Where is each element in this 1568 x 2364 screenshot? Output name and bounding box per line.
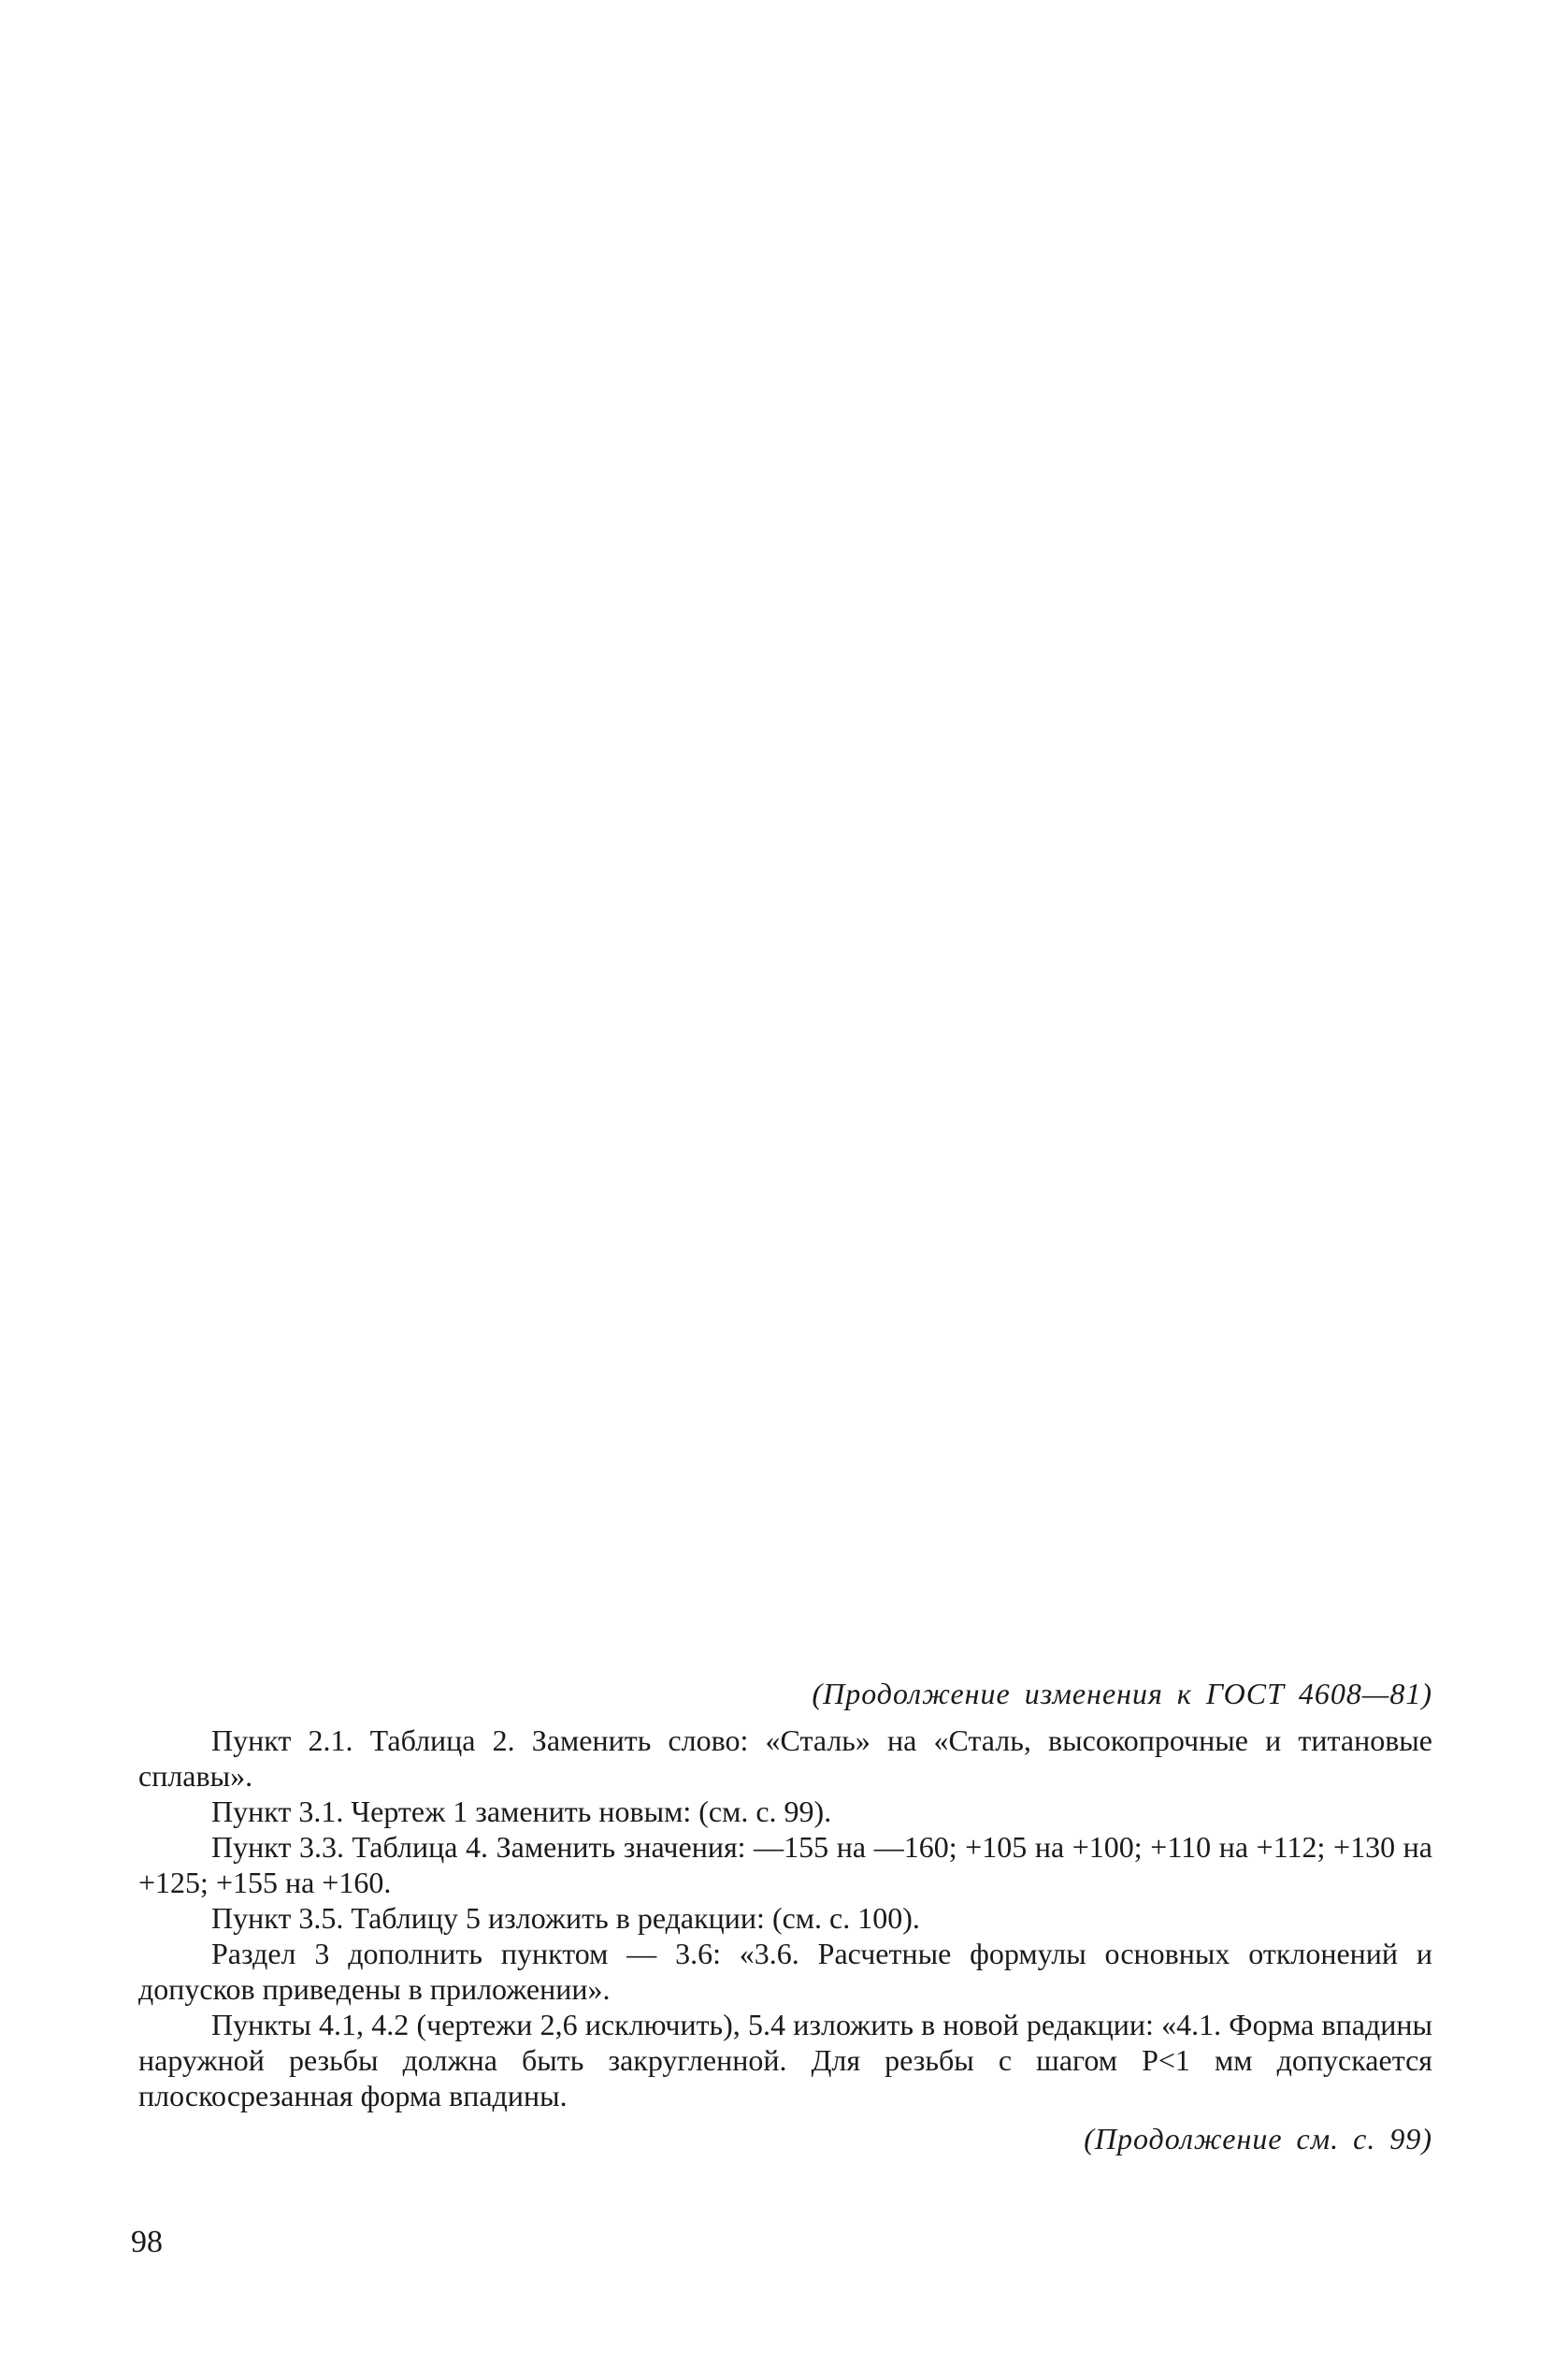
paragraph-clause-3-5: Пункт 3.5. Таблицу 5 изложить в редакции: (см. с. 100).	[211, 1901, 920, 1935]
continuation-footer: (Продолжение см. с. 99)	[1084, 2122, 1432, 2155]
paragraph-clause-3-1: Пункт 3.1. Чертеж 1 заменить новым: (см. с. 99).	[211, 1795, 832, 1828]
paragraph-section-3-addition: Раздел 3 дополнить пунктом — 3.6: «3.6. Расчетные формулы основных отклонений и допусков приведены в приложении».	[138, 1937, 1432, 2006]
paragraph-clause-2-1: Пункт 2.1. Таблица 2. Заменить слово: «Сталь» на «Сталь, высокопрочные и титановые сплавы».	[138, 1723, 1432, 1793]
text-block	[138, 1676, 1432, 2156]
page-number: 98	[131, 2225, 163, 2259]
paragraph-clause-3-3: Пункт 3.3. Таблица 4. Заменить значения: —155 на —160; +105 на +100; +110 на +112; +130 на +125; +155 на +160.	[138, 1830, 1432, 1899]
continuation-header: (Продолжение изменения к ГОСТ 4608—81)	[812, 1677, 1432, 1710]
paragraph-clauses-4-1-4-2: Пункты 4.1, 4.2 (чертежи 2,6 исключить), 5.4 изложить в новой редакции: «4.1. Форма впадины наружной резьбы должна быть закругленной. Для резьбы с шагом P<1 мм допускается плоскосрезанная форма впадины.	[138, 2008, 1433, 2112]
